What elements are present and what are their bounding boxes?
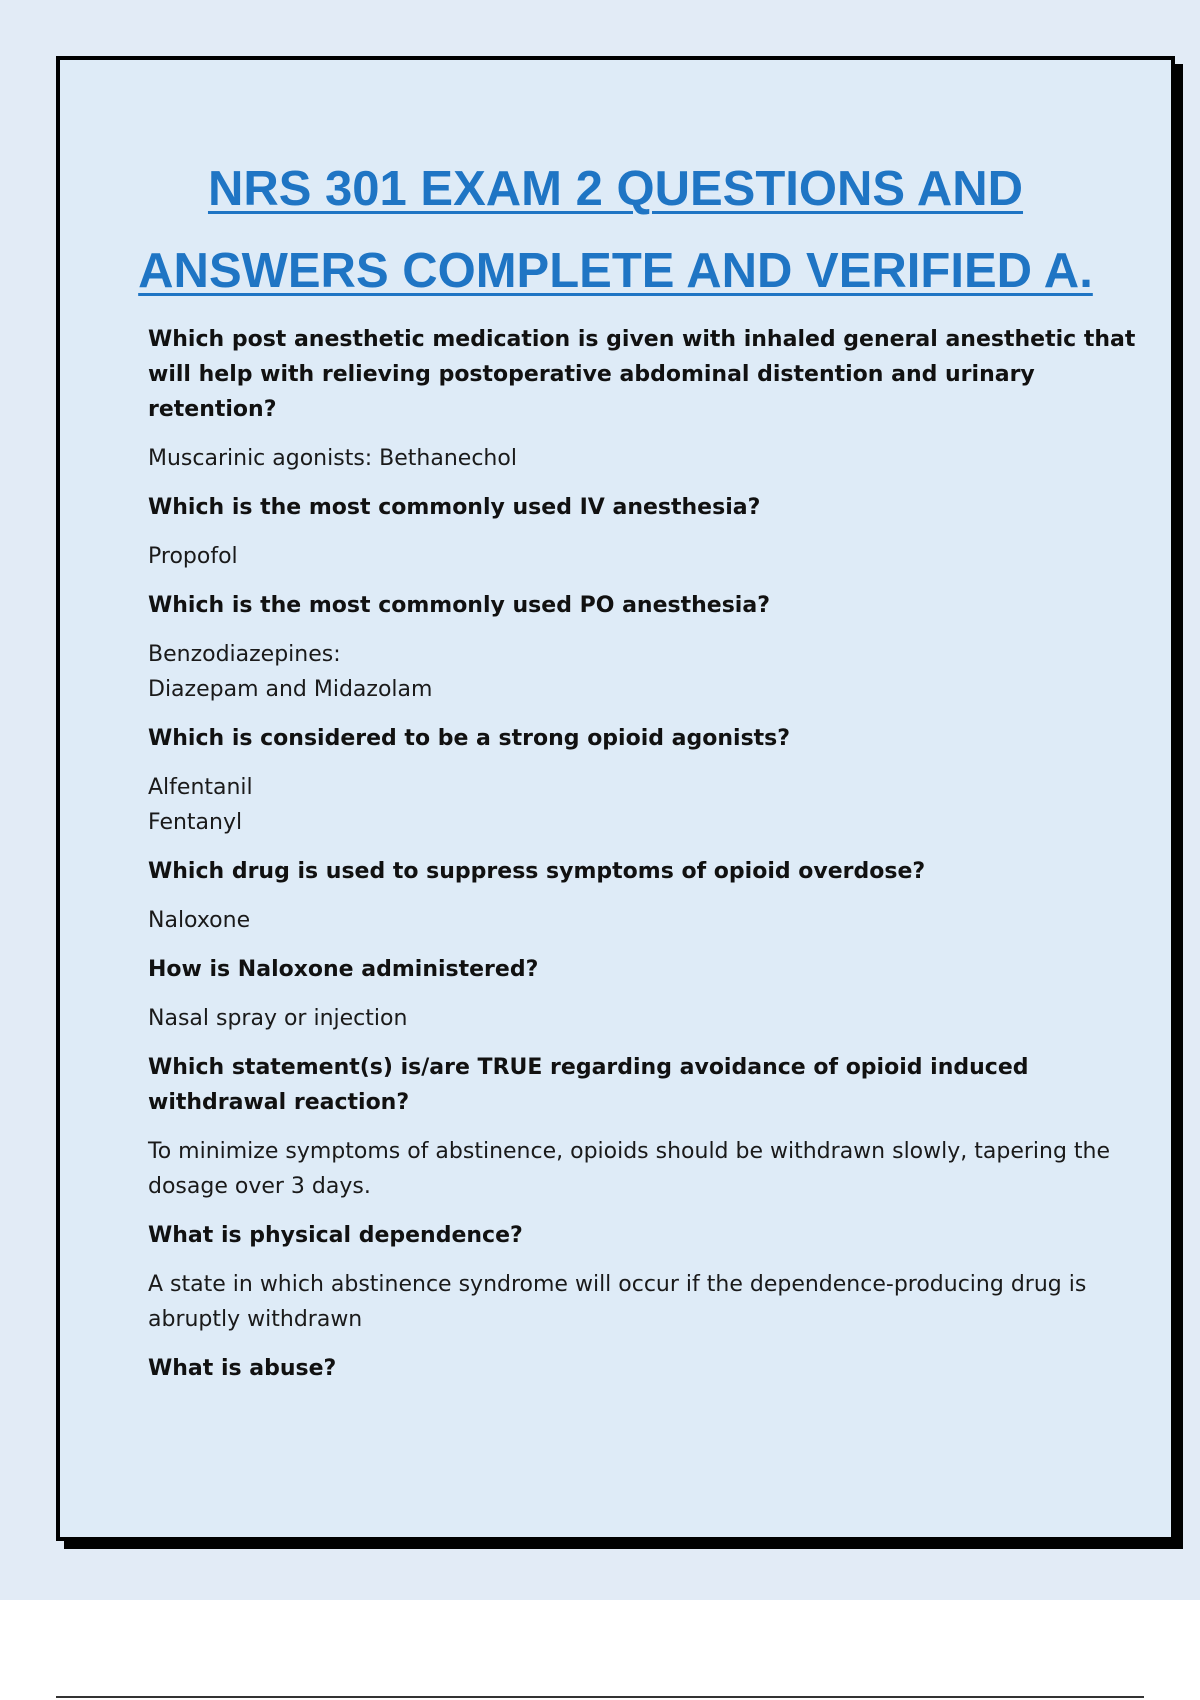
document-title [60, 148, 1171, 312]
answer-line: Nasal spray or injection [148, 1006, 408, 1031]
qa-list [148, 322, 1148, 1400]
answer-line: Alfentanil [148, 775, 253, 800]
answer-line: Naloxone [148, 908, 251, 933]
title-line: ANSWERS COMPLETE AND VERIFIED A. [138, 244, 1093, 298]
answer-line: Diazepam and Midazolam [148, 677, 433, 702]
answer-line: Benzodiazepines: [148, 642, 341, 667]
answer-text [148, 1001, 1148, 1036]
answer-line: Propofol [148, 544, 238, 569]
question-text: What is abuse? [148, 1356, 337, 1381]
answer-text [148, 770, 1148, 840]
question-text: Which is the most commonly used IV anesthesia? [148, 495, 761, 520]
question-text: How is Naloxone administered? [148, 957, 539, 982]
answer-line: Fentanyl [148, 810, 243, 835]
answer-text [148, 539, 1148, 574]
answer-text [148, 1134, 1148, 1204]
answer-text [148, 441, 1148, 476]
answer-text [148, 637, 1148, 707]
question-text: Which is the most commonly used PO anesthesia? [148, 593, 770, 618]
document-frame [56, 56, 1175, 1541]
question-text: What is physical dependence? [148, 1223, 523, 1248]
answer-line: To minimize symptoms of abstinence, opioids should be withdrawn slowly, tapering the dosage over 3 days. [148, 1139, 1111, 1199]
footer-divider [56, 1696, 1144, 1698]
question-text: Which drug is used to suppress symptoms of opioid overdose? [148, 859, 926, 884]
title-line: NRS 301 EXAM 2 QUESTIONS AND [207, 162, 1024, 216]
answer-line: Muscarinic agonists: Bethanechol [148, 446, 517, 471]
question-text: Which statement(s) is/are TRUE regarding avoidance of opioid induced withdrawal reaction? [148, 1055, 1029, 1115]
answer-text [148, 903, 1148, 938]
answer-line: A state in which abstinence syndrome will occur if the dependence-producing drug is abruptly withdrawn [148, 1272, 1087, 1332]
answer-text [148, 1267, 1148, 1337]
question-text: Which post anesthetic medication is given with inhaled general anesthetic that will help with relieving postoperative abdominal distention and urinary retention? [148, 327, 1136, 422]
question-text: Which is considered to be a strong opioid agonists? [148, 726, 791, 751]
